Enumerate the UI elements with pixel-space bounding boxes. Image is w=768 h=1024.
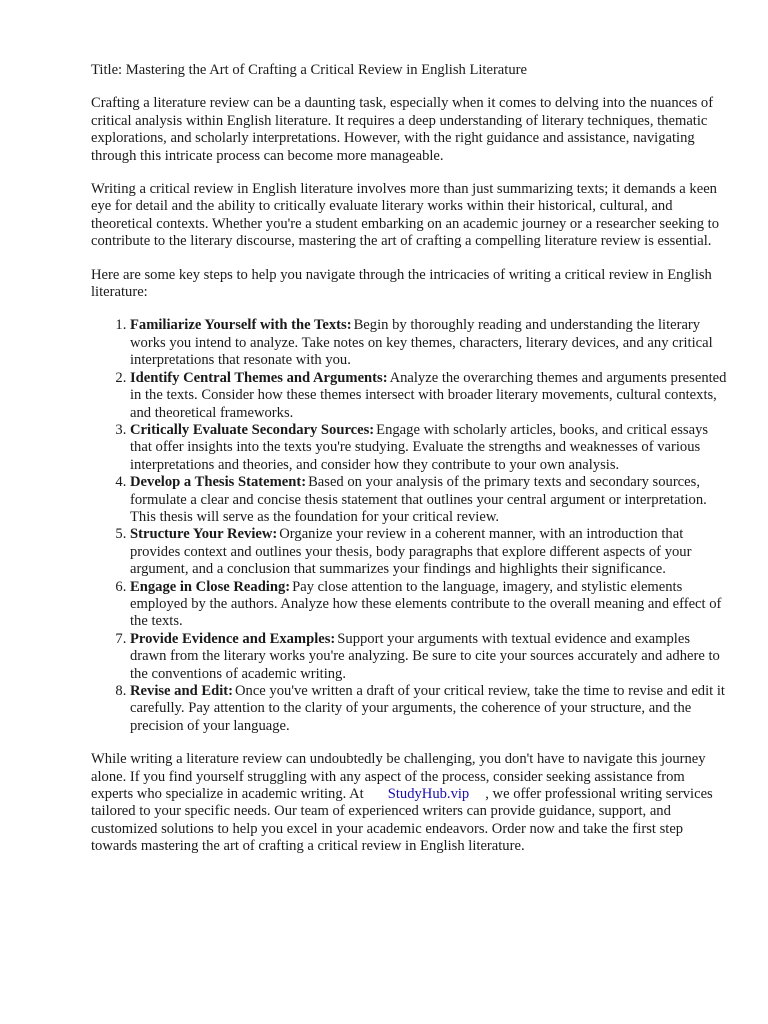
step-heading: Critically Evaluate Secondary Sources: — [130, 421, 375, 438]
step-text: Engage with scholarly articles, books, and critical essays that offer insights into the texts you're studying. Evaluate the strengths and weaknesses of various interpretations and theories, and consider how they contribute to your own analysis. — [130, 421, 709, 473]
step-heading: Develop a Thesis Statement: — [130, 474, 307, 491]
step-item-5 — [130, 526, 728, 578]
step-heading: Identify Central Themes and Arguments: — [130, 369, 388, 386]
step-text: Once you've written a draft of your critical review, take the time to revise and edit it carefully. Pay attention to the clarity of your arguments, the coherence of your structure, and the precision of your language. — [130, 683, 725, 734]
step-text: Pay close attention to the language, imagery, and stylistic elements employed by the authors. Analyze how these elements contribute to the overall meaning and effect of the texts. — [130, 578, 722, 630]
step-text: Begin by thoroughly reading and understanding the literary works you intend to analyze. Take notes on key themes, characters, literary devices, and any critical interpretations that resonate with you. — [130, 317, 713, 369]
step-heading: Engage in Close Reading: — [130, 578, 291, 595]
step-item-3 — [130, 422, 728, 474]
intro-paragraph-3: Here are some key steps to help you navigate through the intricacies of writing a critical review in English literature: — [91, 266, 712, 301]
closing-paragraph — [91, 751, 728, 855]
step-text: Support your arguments with textual evidence and examples drawn from the literary works you're analyzing. Be sure to cite your sources accurately and adhere to the conventions of academic writing. — [130, 630, 720, 682]
step-item-4 — [130, 474, 728, 526]
step-heading: Structure Your Review: — [130, 526, 278, 543]
closing-text-before-link: While writing a literature review can undoubtedly be challenging, you don't have to navigate this journey alone. If you find yourself struggling with any aspect of the process, consider seeking assistance from experts who specialize in academic writing. At — [91, 751, 706, 803]
step-item-2 — [130, 370, 728, 422]
step-item-7 — [130, 631, 728, 683]
studyhub-link[interactable]: StudyHub.vip — [387, 786, 470, 803]
step-item-8 — [130, 683, 728, 735]
step-item-1 — [130, 317, 728, 369]
document-title: Title: Mastering the Art of Crafting a Critical Review in English Literature — [91, 62, 527, 78]
step-heading: Provide Evidence and Examples: — [130, 630, 336, 647]
step-text: Organize your review in a coherent manner, with an introduction that provides context and outlines your thesis, body paragraphs that explore different aspects of your argument, and a conclusion that summarizes your findings and highlights their significance. — [130, 526, 692, 578]
step-heading: Revise and Edit: — [130, 683, 233, 699]
intro-paragraph-1: Crafting a literature review can be a daunting task, especially when it comes to delving into the nuances of critical analysis within English literature. It requires a deep understanding of literary techniques, thematic explorations, and scholarly interpretations. However, with the right guidance and assistance, navigating through this intricate process can become more manageable. — [91, 95, 714, 164]
step-text: Analyze the overarching themes and arguments presented in the texts. Consider how these themes intersect with broader literary movements, cultural contexts, and theoretical frameworks. — [130, 369, 727, 421]
steps-list — [91, 317, 728, 735]
step-item-6 — [130, 579, 728, 631]
intro-paragraph-2: Writing a critical review in English literature involves more than just summarizing texts; it demands a keen eye for detail and the ability to critically evaluate literary works within their historical, cultural, and theoretical contexts. Whether you're a student embarking on an academic journey or a researcher seeking to contribute to the literary discourse, mastering the art of crafting a compelling literature review is essential. — [91, 181, 720, 250]
closing-text-after-link: , we offer professional writing services tailored to your specific needs. Our team of experienced writers can provide guidance, support, and customized solutions to help you excel in your academic endeavors. Order now and take the first step towards mastering the art of crafting a critical review in English literature. — [91, 786, 713, 855]
step-text: Based on your analysis of the primary texts and secondary sources, formulate a clear and concise thesis statement that outlines your central argument or interpretation. This thesis will serve as the foundation for your critical review. — [130, 474, 707, 525]
step-heading: Familiarize Yourself with the Texts: — [130, 317, 352, 334]
